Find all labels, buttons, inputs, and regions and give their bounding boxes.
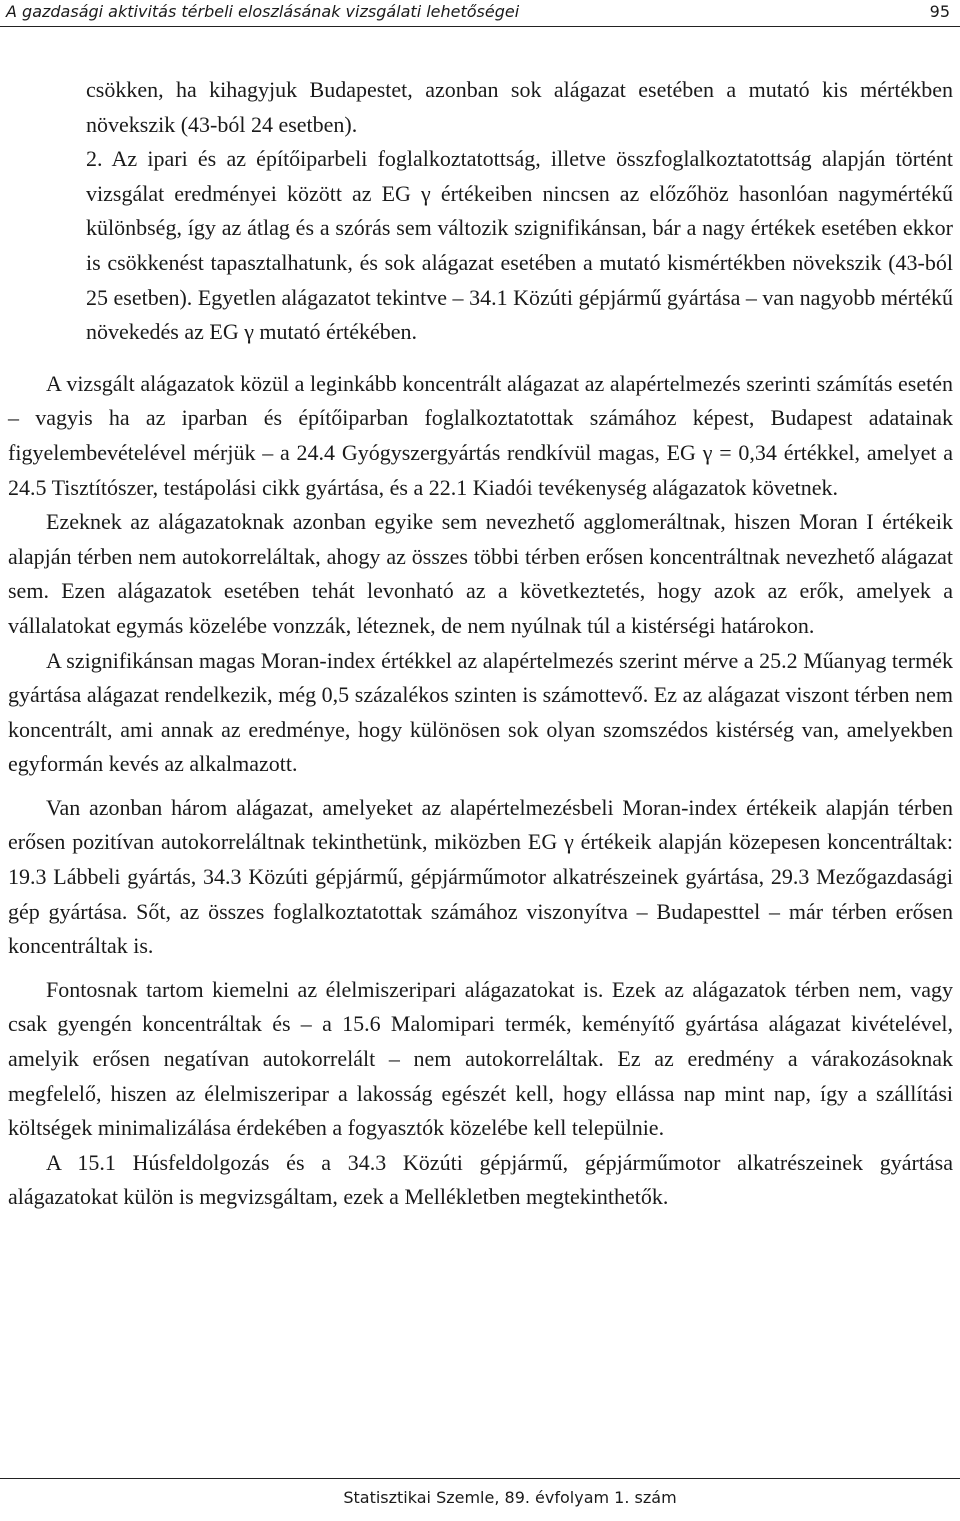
paragraph-gap	[8, 782, 953, 791]
body-text	[8, 367, 953, 1215]
page-body	[8, 73, 953, 1215]
page-number: 95	[929, 2, 950, 21]
list-item: csökken, ha kihagyjuk Budapestet, azonban sok alágazat esetében a mutató kis mértékben növekszik (43-ból 24 esetben).	[86, 77, 953, 137]
paragraph: Fontosnak tartom kiemelni az élelmiszeripari alágazatokat is. Ezek az alágazatok térben nem, vagy csak gyengén koncentráltak és – a 15.6 Malomipari termék, keményítő gyártása alágazat kivételével, amelyik erősen negatívan autokorrelált – nem autokorreláltak. Ez az eredmény a várakozásoknak megfelelő, hiszen az élelmiszeripar a lakosság egészét kell, hogy ellássa nap mint nap, így a szállítási költségek minimalizálása érdekében a fogyasztók közelébe kell települnie.	[8, 976, 953, 1141]
footer-rule	[0, 1478, 960, 1479]
running-header	[0, 0, 960, 25]
list-item: 2. Az ipari és az építőiparbeli foglalkoztatottság, illetve összfoglalkoztatottság alapján történt vizsgálat eredményei között az EG γ értékeiben nincsen az előzőhöz hasonlóan nagymértékű különbség, így az átlag és a szórás sem változik szignifikánsan, bár a nagy értékek esetében ekkor is csökkenést tapasztalhatunk, és sok alágazat esetében a mutató kismértékben növekszik (43-ból 25 esetben). Egyetlen alágazatot tekintve – 34.1 Közúti gépjármű gyártása – van nagyobb mértékű növekedés az EG γ mutató értékében.	[86, 146, 953, 345]
paragraph: Ezeknek az alágazatoknak azonban egyike sem nevezhető agglomeráltnak, hiszen Moran I értékeik alapján térben nem autokorreláltak, ahogy az összes többi térben erősen koncentráltnak nevezhető alágazat sem. Ezen alágazatok esetében tehát levonható az a következtetés, hogy azok az erők, amelyek a vállalatokat egymás közelébe vonzzák, léteznek, de nem nyúlnak túl a kistérségi határokon.	[8, 509, 953, 638]
paragraph: A 15.1 Húsfeldolgozás és a 34.3 Közúti gépjármű, gépjárműmotor alkatrészeinek gyártása alágazatokat külön is megvizsgáltam, ezek a Mellékletben megtekinthetők.	[8, 1149, 953, 1210]
header-rule	[0, 26, 960, 27]
section-gap	[8, 350, 953, 367]
paragraph-gap	[8, 964, 953, 973]
running-title: A gazdasági aktivitás térbeli eloszlásának vizsgálati lehetőségei	[6, 2, 520, 21]
paragraph: Van azonban három alágazat, amelyeket az alapértelmezésbeli Moran-index értékeik alapján térben erősen pozitívan autokorreláltnak tekinthetünk, miközben EG γ értékeik alapján közepesen koncentráltak: 19.3 Lábbeli gyártás, 34.3 Közúti gépjármű, gépjárműmotor alkatrészeinek gyártása, 29.3 Mezőgazdasági gép gyártása. Sőt, az összes foglalkoztatottak számához viszonyítva – Budapesttel – már térben erősen koncentráltak is.	[8, 794, 953, 959]
numbered-list	[8, 73, 953, 350]
paragraph: A vizsgált alágazatok közül a leginkább koncentrált alágazat az alapértelmezés szerinti számítás esetén – vagyis ha az iparban és építőiparban foglalkoztatottak számához képest, Budapest adatainak figyelembevételével mérjük – a 24.4 Gyógyszergyártás rendkívül magas, EG γ = 0,34 értékkel, amelyet a 24.5 Tisztítószer, testápolási cikk gyártása, és a 22.1 Kiadói tevékenység alágazatok követnek.	[8, 370, 953, 500]
running-footer: Statisztikai Szemle, 89. évfolyam 1. szám	[343, 1488, 677, 1507]
paragraph: A szignifikánsan magas Moran-index értékkel az alapértelmezés szerint mérve a 25.2 Műanyag termék gyártása alágazat rendelkezik, még 0,5 százalékos szinten is számottevő. Ez az alágazat viszont térben nem koncentrált, ami annak az eredménye, hogy különösen sok olyan szomszédos kistérség van, amelyekben egyformán kevés az alkalmazott.	[8, 647, 953, 777]
